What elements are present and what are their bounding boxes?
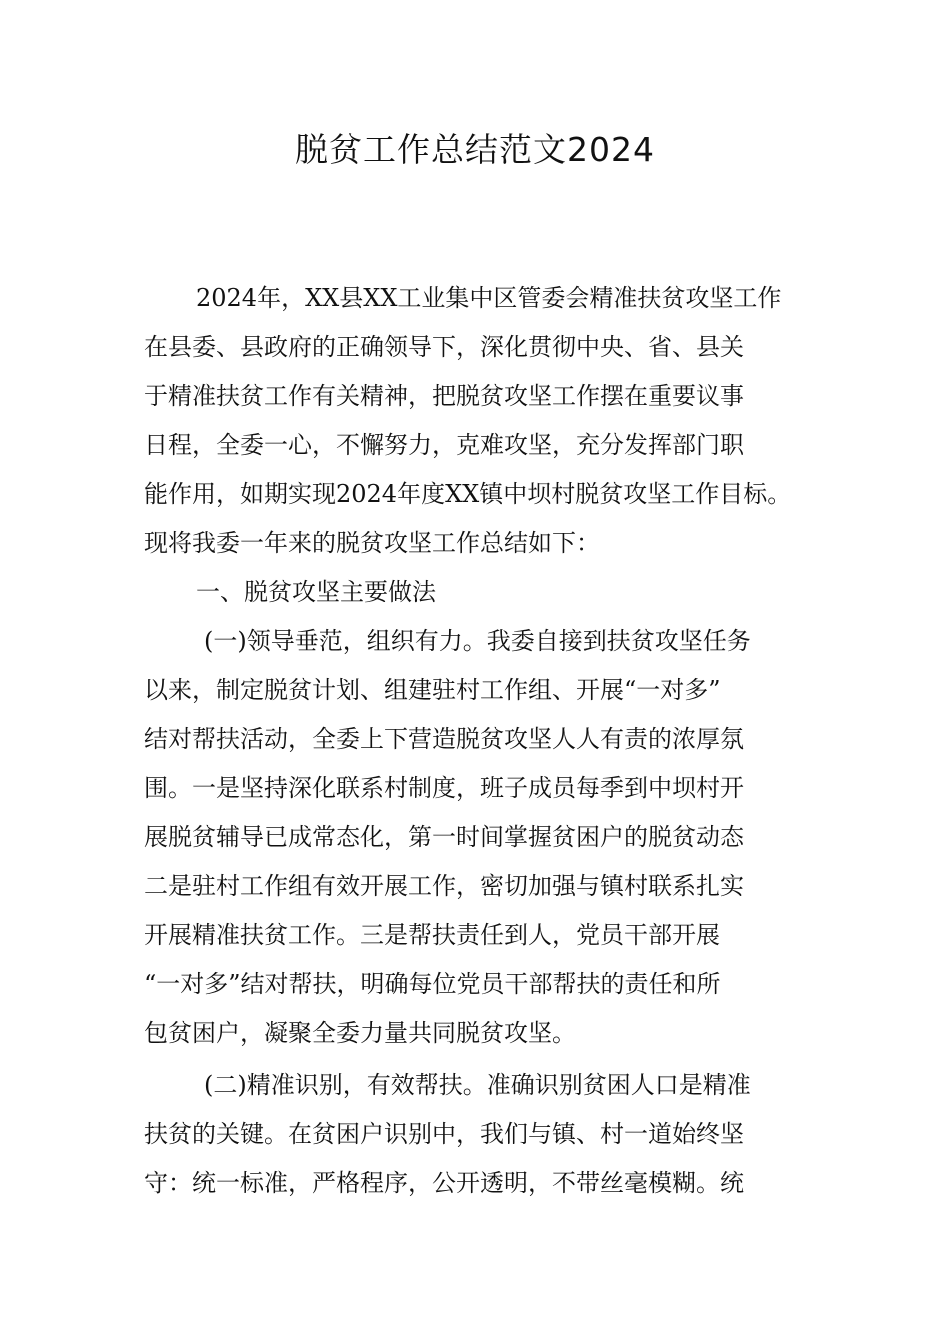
paragraph-line: 于精准扶贫工作有关精神，把脱贫攻坚工作摆在重要议事 [144,382,744,410]
paragraph-line: 现将我委一年来的脱贫攻坚工作总结如下： [144,529,600,557]
paragraph-line: 围。一是坚持深化联系村制度，班子成员每季到中坝村开 [144,774,744,802]
section-heading: 一、脱贫攻坚主要做法 [196,578,436,606]
paragraph-line: 日程，全委一心，不懈努力，克难攻坚，充分发挥部门职 [144,431,744,459]
paragraph-line: 展脱贫辅导已成常态化，第一时间掌握贫困户的脱贫动态 [144,823,744,851]
paragraph-line: 在县委、县政府的正确领导下，深化贯彻中央、省、县关 [144,333,744,361]
paragraph-line: 扶贫的关键。在贫困户识别中，我们与镇、村一道始终坚 [144,1120,744,1148]
paragraph-line: 守：统一标准，严格程序，公开透明，不带丝毫模糊。统 [144,1169,744,1197]
paragraph-line: 二是驻村工作组有效开展工作，密切加强与镇村联系扎实 [144,872,744,900]
paragraph-line: 包贫困户，凝聚全委力量共同脱贫攻坚。 [144,1019,576,1047]
document-body [144,274,816,1208]
paragraph-line: 开展精准扶贫工作。三是帮扶责任到人，党员干部开展 [144,921,720,949]
document-title: 脱贫工作总结范文2024 [295,130,655,169]
paragraph-line: 以来，制定脱贫计划、组建驻村工作组、开展“一对多” [144,676,721,704]
paragraph-line: (一)领导垂范，组织有力。我委自接到扶贫攻坚任务 [204,627,751,655]
paragraph-line: 2024年，XX县XX工业集中区管委会精准扶贫攻坚工作 [196,284,782,312]
paragraph-line: 结对帮扶活动，全委上下营造脱贫攻坚人人有责的浓厚氛 [144,725,744,753]
paragraph-line: 能作用，如期实现2024年度XX镇中坝村脱贫攻坚工作目标。 [144,480,792,508]
paragraph-line: “一对多”结对帮扶，明确每位党员干部帮扶的责任和所 [144,970,721,998]
paragraph-line: (二)精准识别，有效帮扶。准确识别贫困人口是精准 [204,1071,751,1099]
